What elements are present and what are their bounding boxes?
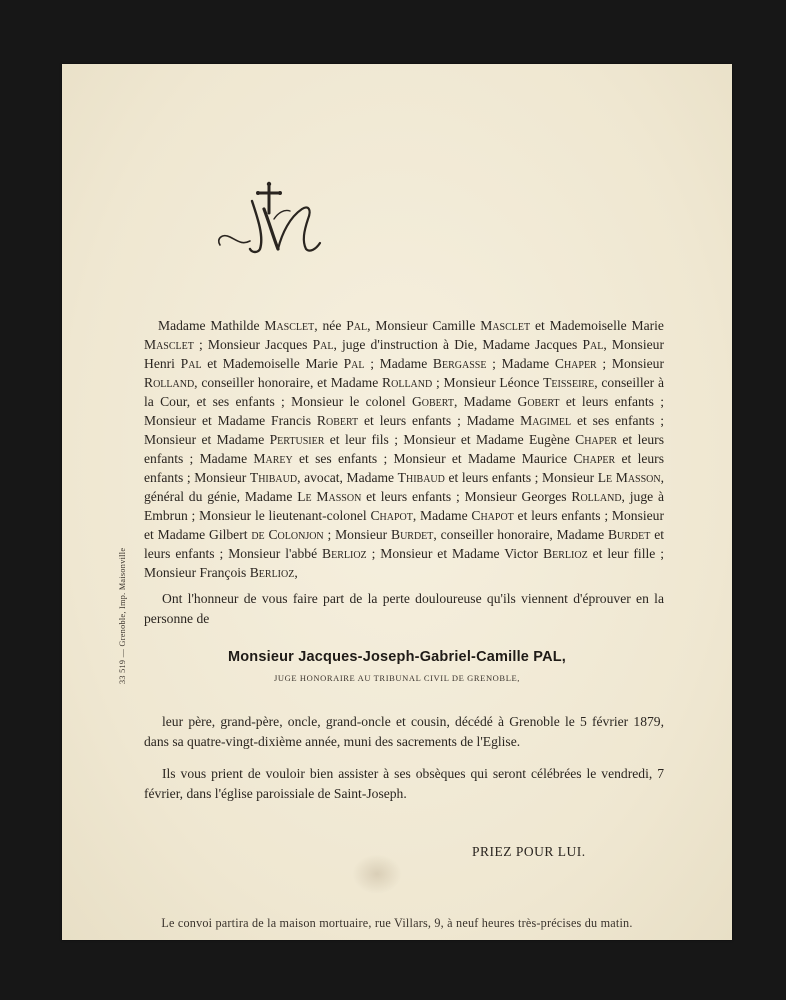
surname: Thibaud [397,470,445,485]
family-text-segment: et ses enfants ; Monsieur et Madame Maurice [292,451,574,466]
family-text-segment: et Mademoiselle Marie [530,318,664,333]
family-text-segment: et Mademoiselle Marie [201,356,344,371]
announcement-text: Ont l'honneur de vous faire part de la perte douloureuse qu'ils viennent d'éprouver en la personne de [144,591,664,626]
surname: Chaper [575,432,617,447]
deceased-title: JUGE HONORAIRE AU TRIBUNAL CIVIL DE GRENOBLE, [273,673,521,683]
family-text-segment: ; Monsieur [596,356,665,371]
family-text-segment: et leurs enfants ; Monsieur [144,451,664,485]
bereaved-family-list [144,316,664,582]
surname: Bergasse [432,356,487,371]
surname: Pal [346,318,368,333]
deceased-name: Monsieur Jacques-Joseph-Gabriel-Camille PAL, [227,649,567,665]
surname: Gobert [517,394,560,409]
family-text-segment: et leurs enfants ; Monsieur [444,470,598,485]
family-text-segment: , Monsieur Henri [144,337,664,371]
family-text-segment: et ses enfants ; Monsieur et Madame [144,413,665,447]
family-text-segment: et leurs enfants ; Madame [144,432,664,466]
family-text-segment: , avocat, Madame [297,470,398,485]
surname: Chaper [554,356,597,371]
surname: Pal [582,337,604,352]
surname: Berlioz [543,546,588,561]
family-text-segment: , Madame [453,394,518,409]
funeral-invitation: Ils vous prient de vouloir bien assister à ses obsèques qui seront célébrées le vendredi, 7 février, dans l'église paroissiale de Saint-Joseph. [144,766,664,801]
surname: Robert [316,413,359,428]
printer-imprint-text: 33 519 — Grenoble, Imp. Maisonville [118,547,127,684]
family-text-segment: , Monsieur Camille [367,318,481,333]
family-text-segment: et leurs enfants ; Monsieur et Madame Gilbert [144,508,664,542]
family-text-segment: ; Monsieur [323,527,391,542]
family-text-segment: , conseiller honoraire, et Madame [194,375,383,390]
surname: Berlioz [322,546,367,561]
surname: Pal [312,337,334,352]
family-text-segment: , juge d'instruction à Die, Madame Jacques [333,337,583,352]
family-text-segment: ; Madame [364,356,433,371]
surname: Pal [180,356,202,371]
relation-text: leur père, grand-père, oncle, grand-oncle et cousin, décédé à Grenoble le 5 février 1879, dans sa quatre-vingt-dixième année, muni des sacrements de l'Eglise. [144,714,664,749]
family-text-segment: , née [314,318,347,333]
surname: Masclet [264,318,315,333]
family-text-segment: et leur fille ; Monsieur François [144,546,664,580]
surname: Pal [343,356,365,371]
surname: de Colonjon [251,527,324,542]
family-text-segment: Madame Mathilde [158,318,265,333]
surname: Thibaud [249,470,298,485]
prayer-line: PRIEZ POUR LUI. [472,844,586,859]
surname: Chapot [370,508,413,523]
family-text-segment: ; Monsieur Jacques [193,337,313,352]
cross-monogram-emblem [212,179,332,259]
family-text-segment: ; Monsieur Léonce [432,375,544,390]
surname: Gobert [411,394,454,409]
surname: Le Masson [597,470,661,485]
surname: Berlioz [249,565,295,580]
family-text-segment: , conseiller à la Cour, et ses enfants ; Monsieur le colonel [144,375,664,409]
death-notice-sheet [62,64,732,940]
surname: Pertusier [269,432,325,447]
family-text-segment: et leurs enfants ; Monsieur Georges [361,489,572,504]
paper-stain [352,854,402,894]
surname: Magimel [520,413,572,428]
surname: Rolland [144,375,195,390]
surname: Masclet [144,337,194,352]
surname: Burdet [607,527,651,542]
surname: Chaper [573,451,616,466]
surname: Rolland [382,375,433,390]
family-text-segment: et leurs enfants ; Monsieur l'abbé [144,527,665,561]
family-text-segment: ; Monsieur et Madame Victor [366,546,544,561]
family-text-segment: et leurs enfants ; Monsieur et Madame Francis [144,394,664,428]
surname: Burdet [391,527,434,542]
family-text-segment: et leur fils ; Monsieur et Madame Eugène [324,432,576,447]
surname: Le Masson [297,489,362,504]
family-text-segment: et leurs enfants ; Madame [358,413,521,428]
surname: Marey [253,451,293,466]
family-text-segment: , juge à Embrun ; Monsieur le lieutenant-colonel [144,489,664,523]
convoy-notice: Le convoi partira de la maison mortuaire, rue Villars, 9, à neuf heures très-précises du matin. [161,916,633,930]
surname: Chapot [471,508,514,523]
family-text-segment: ; Madame [486,356,555,371]
family-text-segment: , conseiller honoraire, Madame [433,527,608,542]
surname: Rolland [571,489,622,504]
surname: Teisseire [543,375,595,390]
family-text-segment: , général du génie, Madame [144,470,665,504]
family-text-segment: , [294,565,298,580]
surname: Masclet [480,318,531,333]
family-text-segment: , Madame [412,508,472,523]
